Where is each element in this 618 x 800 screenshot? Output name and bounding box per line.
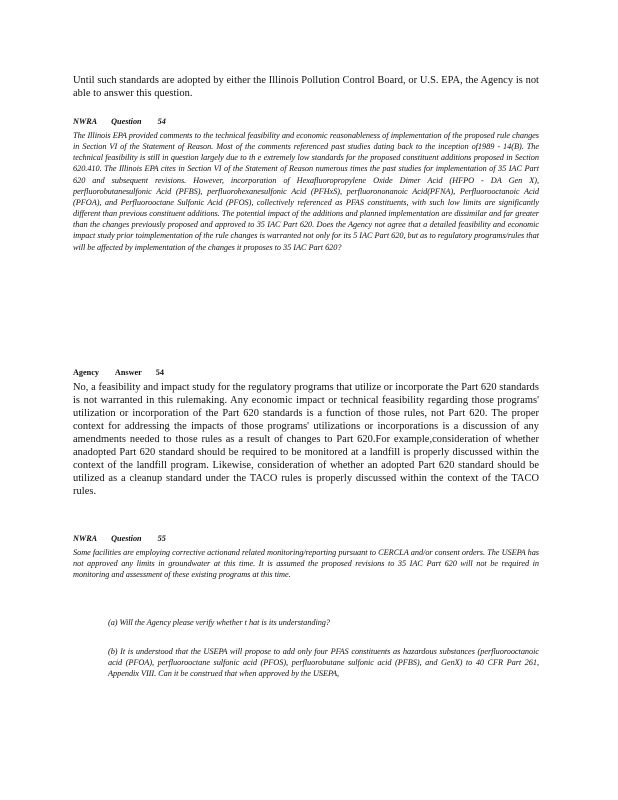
- answer-number: 54: [155, 368, 164, 377]
- question-55-item-b: (b) It is understood that the USEPA will propose to add only four PFAS constituents as hazardous substances (perfluorooctanoic acid (PFOA), perfluorooctane sulfonic acid (PFOS), perfluorobutane sulfonic acid (PFBS), and GenX) to 40 CFR Part 261, Appendix VIII. Can it be construed that when approved by the USEPA,: [108, 647, 539, 679]
- question-number: 55: [157, 534, 166, 543]
- question-54-heading: [73, 117, 273, 126]
- question-label: Question: [111, 117, 142, 126]
- question-org: NWRA: [73, 534, 98, 543]
- intro-paragraph: Until such standards are adopted by either the Illinois Pollution Control Board, or U.S. EPA, the Agency is not able to answer this question.: [73, 75, 539, 99]
- question-55-item-a: (a) Will the Agency please verify whether t hat is its understanding?: [108, 618, 330, 627]
- answer-agency-label: Agency: [73, 368, 99, 377]
- question-number: 54: [157, 117, 166, 126]
- question-55-text: Some facilities are employing corrective actionand related monitoring/reporting pursuant to CERCLA and/or consent orders. The USEPA has not approved any limits in groundwater at this time. It is assumed the proposed revisions to 35 IAC Part 620 will not be required in monitoring and assessment of these existing programs at this time.: [73, 548, 539, 580]
- answer-label: Answer: [114, 368, 142, 377]
- question-55-heading: [73, 534, 273, 543]
- answer-54-text: No, a feasibility and impact study for the regulatory programs that utilize or incorporate the Part 620 standards is not warranted in this rulemaking. Any economic impact or technical feasibility regarding those programs' utilization or incorporation of the Part 620 standards is a function of those rules, not Part 620. The proper context for addressing the impacts of those programs' utilizations or incorporations is a discussion of any amendments needed to those rules as a result of changes to Part 620.For example,consideration of whether anadopted Part 620 standard should be required to be monitored at a landfill is properly discussed within the context of the landfill program. Likewise, consideration of whether an adopted Part 620 standard should be utilized as a cleanup standard under the TACO rules is properly discussed within the context of the TACO rules.: [73, 382, 539, 497]
- question-org: NWRA: [73, 117, 98, 126]
- question-label: Question: [111, 534, 142, 543]
- answer-54-heading: [73, 368, 273, 377]
- question-54-text: The Illinois EPA provided comments to the technical feasibility and economic reasonableness of implementation of the proposed rule changes in Section VI of the Statement of Reason. Most of the comments referenced past studies dating back to the inception of1989 - 14(B). The technical feasibility is still in question largely due to th e extremely low standards for the proposed constituent additions proposed in Section 620.410. The Illinois EPA cites in Section VI of the Statement of Reason numerous times the past studies for implementation of 35 IAC Part 620 and subsequent revisions. However, incorporation of Hexafluoropropylene Oxide Dimer Acid (HFPO - DA Gen X), perfluorobutanesulfonic Acid (PFBS), perfluorohexanesulfonic Acid (PFHxS), perfluorononanoic Acid(PFNA), Perfluorooctanoic Acid (PFOA), and Perfluorooctane Sulfonic Acid (PFOS), collectively referenced as PFAS constituents, with such low limits are significantly different than previous constituent additions. The potential impact of the additions and planned implementation are dissimilar and far greater than the changes previously proposed and approved to 35 IAC Part 620. Does the Agency not agree that a detailed feasibility and economic impact study prior toimplementation of the rule changes is warranted not only for its 5 IAC Part 620, but as to regulatory programs/rules that will be affected by implementation of the changes it proposes to 35 IAC Part 620?: [73, 131, 539, 252]
